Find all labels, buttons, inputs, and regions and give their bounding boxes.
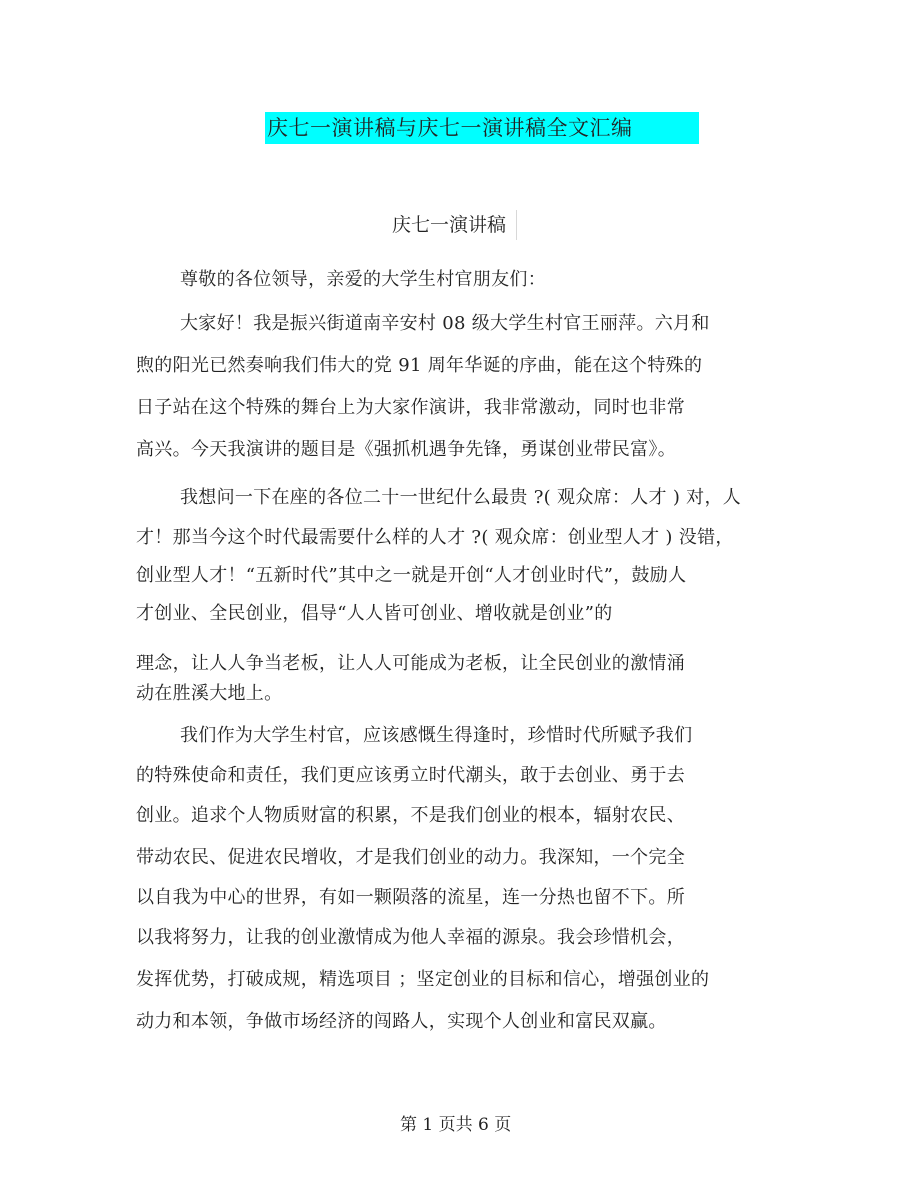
document-title-text: 庆七一演讲稿与庆七一演讲稿全文汇编	[267, 116, 633, 140]
paragraph-line: 以自我为中心的世界，有如一颗陨落的流星，连一分热也留不下。所	[136, 887, 685, 908]
document-title	[265, 112, 699, 144]
paragraph-line: 动在胜溪大地上。	[136, 683, 283, 704]
paragraph-line: 创业。追求个人物质财富的积累，不是我们创业的根本，辐射农民、	[136, 805, 685, 826]
section-title: 庆七一演讲稿	[392, 210, 517, 240]
paragraph-line: 大家好！我是振兴街道南辛安村 08 级大学生村官王丽萍。六月和	[180, 313, 710, 334]
paragraph-line: 日子站在这个特殊的舞台上为大家作演讲，我非常激动，同时也非常	[136, 397, 685, 418]
paragraph-line: 动力和本领，争做市场经济的闯路人，实现个人创业和富民双赢。	[136, 1011, 667, 1032]
paragraph-line: 煦的阳光已然奏响我们伟大的党 91 周年华诞的序曲，能在这个特殊的	[136, 355, 703, 376]
paragraph-line: 才创业、全民创业，倡导“人人皆可创业、增收就是创业”的	[136, 603, 613, 624]
paragraph-line: 发挥优势，打破成规，精选项目 ；坚定创业的目标和信心，增强创业的	[136, 969, 710, 990]
paragraph-line: 高兴。今天我演讲的题目是《强抓机遇争先锋，勇谋创业带民富》。	[136, 439, 676, 460]
paragraph-line: 带动农民、促进农民增收，才是我们创业的动力。我深知，一个完全	[136, 847, 685, 868]
paragraph-line: 我们作为大学生村官，应该感慨生得逢时，珍惜时代所赋予我们	[180, 725, 693, 746]
paragraph-line: 创业型人才！“五新时代”其中之一就是开创“人才创业时代”，鼓励人	[136, 565, 687, 586]
paragraph-line: 的特殊使命和责任，我们更应该勇立时代潮头，敢于去创业、勇于去	[136, 765, 685, 786]
paragraph-line: 尊敬的各位领导，亲爱的大学生村官朋友们：	[180, 269, 546, 290]
paragraph-line: 我想问一下在座的各位二十一世纪什么最贵 ?( 观众席：人才 ) 对，人	[180, 487, 742, 508]
paragraph-line: 以我将努力，让我的创业激情成为他人幸福的源泉。我会珍惜机会，	[136, 927, 685, 948]
page-number: 第 1 页共 6 页	[400, 1115, 512, 1135]
paragraph-line: 理念，让人人争当老板，让人人可能成为老板，让全民创业的激情涌	[136, 653, 685, 674]
paragraph-line: 才！那当今这个时代最需要什么样的人才 ?( 观众席：创业型人才 ) 没错，	[136, 527, 734, 548]
